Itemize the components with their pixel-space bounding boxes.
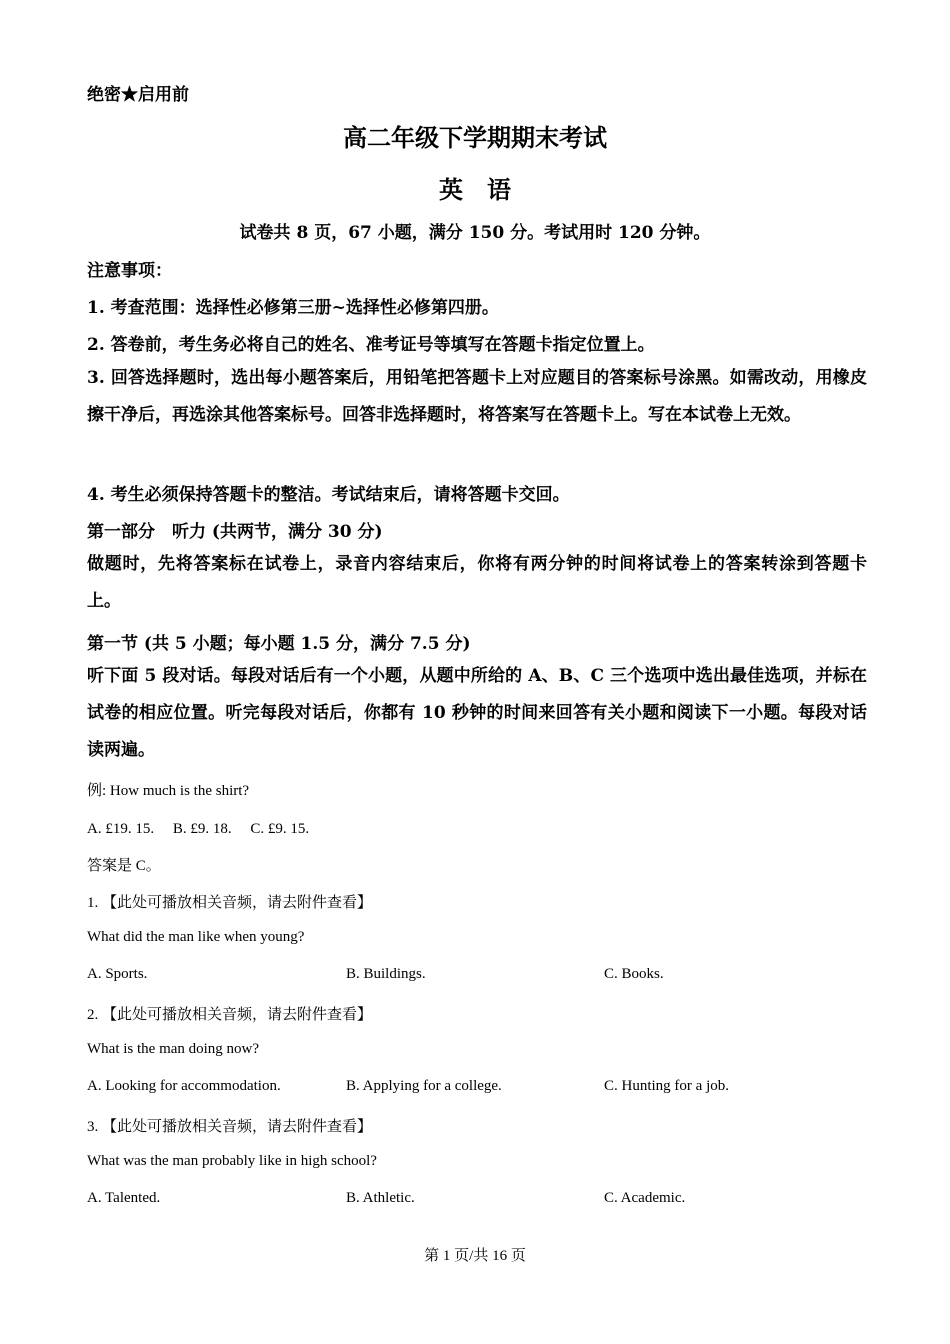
section1-heading: 第一节 (共 5 小题；每小题 1.5 分，满分 7.5 分) [87,634,471,654]
section1-instruction: 听下面 5 段对话。每段对话后有一个小题，从题中所给的 A、B、C 三个选项中选出最佳选项，并标在试卷的相应位置。听完每段对话后，你都有 10 秒钟的时间来回答有关小题和阅读下一小题。每段对话读两遍。 [87,666,867,760]
question-2-text: What is the man doing now? [87,1041,260,1057]
part1-heading: 第一部分 听力 (共两节，满分 30 分) [87,522,383,542]
question-1-audio: 1. 【此处可播放相关音频，请去附件查看】 [87,895,373,911]
question-3-text: What was the man probably like in high school? [87,1153,377,1169]
notice-heading: 注意事项： [87,261,172,281]
question-2-option-b: B. Applying for a college. [346,1078,502,1094]
question-1-option-c: C. Books. [604,966,664,982]
question-1-option-b: B. Buildings. [346,966,426,982]
example-options: A. £19. 15. B. £9. 18. C. £9. 15. [87,821,310,837]
example-question: 例: How much is the shirt? [87,783,250,799]
page-number: 第 1 页/共 16 页 [424,1248,526,1264]
question-2-option-c: C. Hunting for a job. [604,1078,729,1094]
notice-item-1: 1. 考查范围：选择性必修第三册~选择性必修第四册。 [87,298,499,318]
question-1-option-a: A. Sports. [87,966,148,982]
question-1-text: What did the man like when young? [87,929,305,945]
confidential-label: 绝密★启用前 [87,85,189,105]
question-3-option-b: B. Athletic. [346,1190,415,1206]
question-3-audio: 3. 【此处可播放相关音频，请去附件查看】 [87,1119,373,1135]
notice-item-4: 4. 考生必须保持答题卡的整洁。考试结束后，请将答题卡交回。 [87,485,570,505]
question-2-option-a: A. Looking for accommodation. [87,1078,281,1094]
question-3-option-c: C. Academic. [604,1190,686,1206]
question-2-audio: 2. 【此处可播放相关音频，请去附件查看】 [87,1007,373,1023]
question-3-option-a: A. Talented. [87,1190,161,1206]
part1-instruction: 做题时，先将答案标在试卷上，录音内容结束后，你将有两分钟的时间将试卷上的答案转涂到答题卡上。 [87,554,867,611]
notice-item-3: 3. 回答选择题时，选出每小题答案后，用铅笔把答题卡上对应题目的答案标号涂黑。如需改动，用橡皮擦干净后，再选涂其他答案标号。回答非选择题时，将答案写在答题卡上。写在本试卷上无效。 [87,368,867,425]
example-answer: 答案是 C。 [87,858,161,874]
exam-info: 试卷共 8 页，67 小题，满分 150 分。考试用时 120 分钟。 [239,223,711,243]
notice-item-2: 2. 答卷前，考生务必将自己的姓名、准考证号等填写在答题卡指定位置上。 [87,335,655,355]
subject-title: 英 语 [439,175,511,204]
exam-title: 高二年级下学期期末考试 [343,123,607,152]
